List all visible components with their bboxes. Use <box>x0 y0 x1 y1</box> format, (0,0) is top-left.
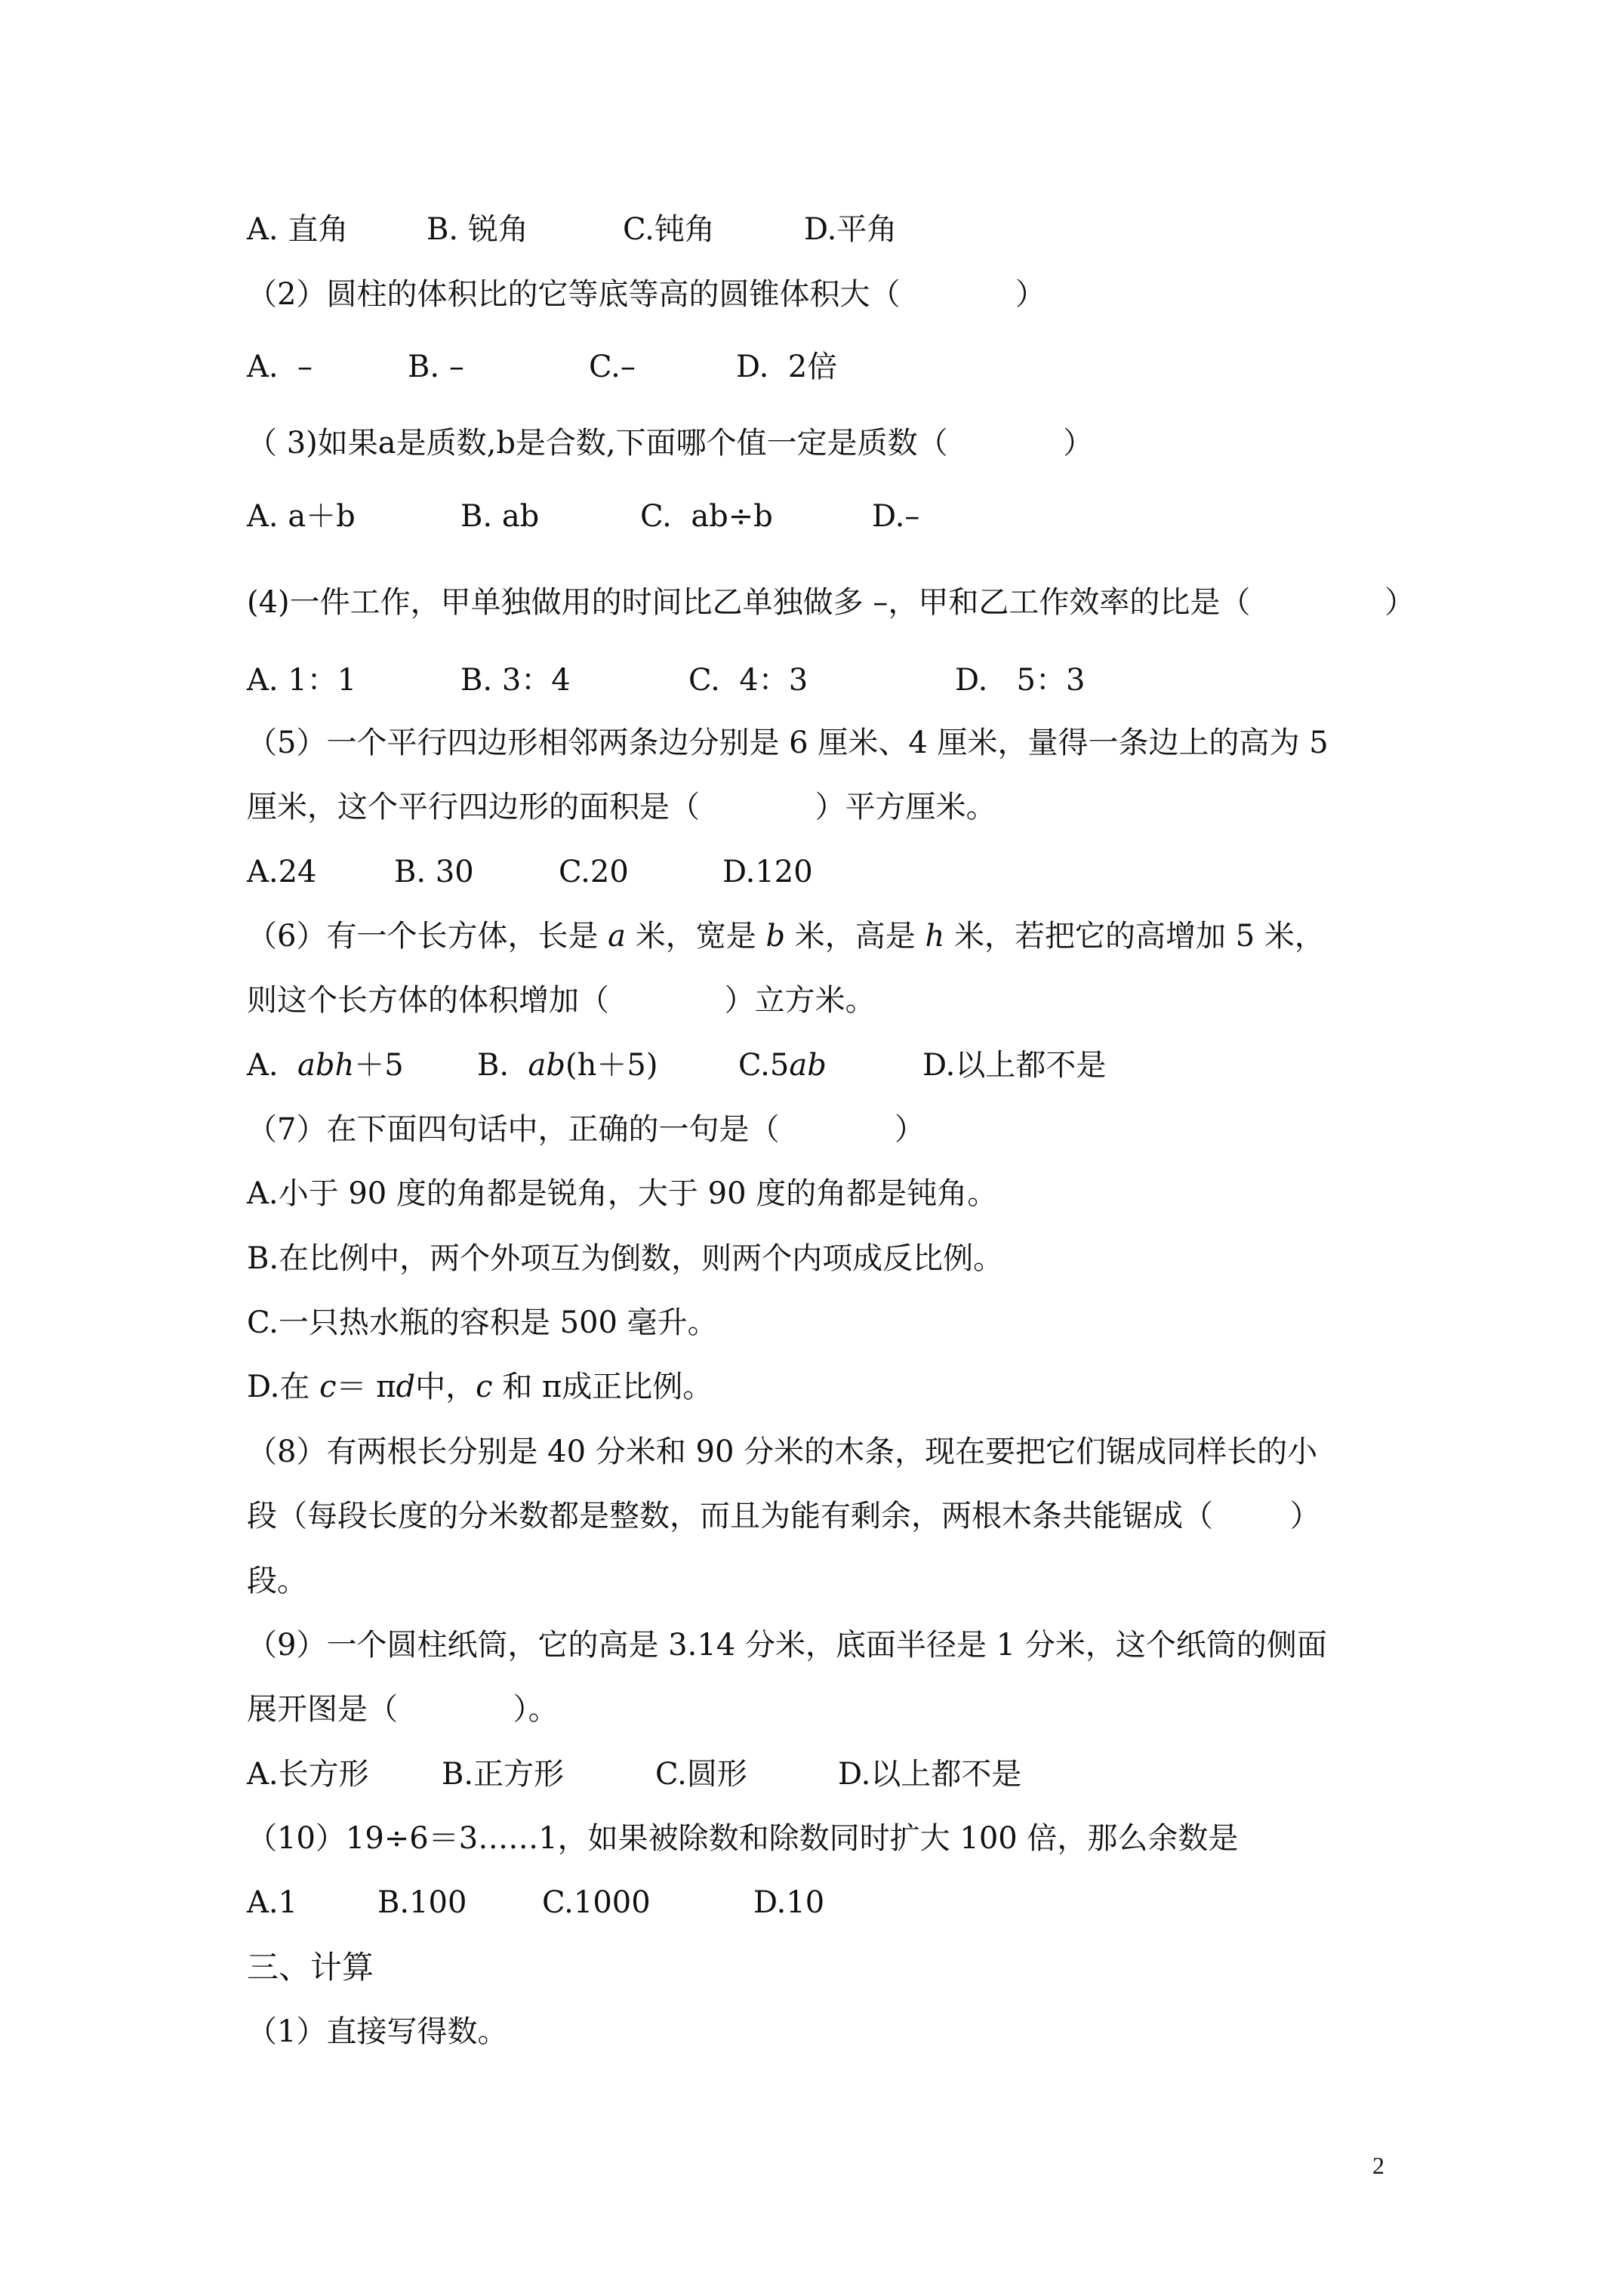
q7-option-a: A.小于 90 度的角都是锐角，大于 90 度的角都是钝角。 <box>247 1176 998 1211</box>
q8-line2: 段（每段长度的分米数都是整数，而且为能有剩余，两根木条共能锯成（ ） <box>247 1499 1320 1533</box>
q5-option-d: D.120 <box>722 855 813 889</box>
q6-option-a: A. abh＋5 <box>247 1048 404 1083</box>
q9-option-b: B.正方形 <box>442 1757 565 1792</box>
q9-option-d: D.以上都不是 <box>838 1757 1022 1792</box>
q6-option-c: C.5ab <box>738 1048 827 1083</box>
q2-option-a: A. – <box>247 350 313 384</box>
q3-option-a: A. a＋b <box>247 499 356 534</box>
q10-option-c: C.1000 <box>542 1885 651 1920</box>
q5-option-c: C.20 <box>559 855 629 889</box>
q5-stem-line2: 厘米，这个平行四边形的面积是（ ）平方厘米。 <box>247 790 996 824</box>
q9-option-c: C.圆形 <box>655 1757 747 1792</box>
q7-option-c: C.一只热水瓶的容积是 500 毫升。 <box>247 1305 718 1340</box>
q2-option-c: C.– <box>589 350 636 384</box>
q4-stem: (4)一件工作，甲单独做用的时间比乙单独做多 –，甲和乙工作效率的比是（ ） <box>247 585 1415 620</box>
calc-part-1: （1）直接写得数。 <box>247 2014 508 2049</box>
page-number: 2 <box>1372 2152 1384 2179</box>
q3-option-d: D.– <box>872 499 920 534</box>
q5-stem-line1: （5）一个平行四边形相邻两条边分别是 6 厘米、4 厘米，量得一条边上的高为 5 <box>247 726 1329 760</box>
q3-stem: （ 3)如果a是质数,b是合数,下面哪个值一定是质数（ ） <box>247 426 1094 461</box>
q9-line1: （9）一个圆柱纸筒，它的高是 3.14 分米，底面半径是 1 分米，这个纸筒的侧面 <box>247 1628 1327 1663</box>
q6-stem-line1: （6）有一个长方体，长是 a 米，宽是 b 米，高是 h 米，若把它的高增加 5 米， <box>247 919 1325 954</box>
var-b: b <box>765 919 786 954</box>
q1-option-a: A. 直角 <box>247 212 349 247</box>
q6-option-b: B. ab(h＋5) <box>477 1048 658 1083</box>
q10-option-b: B.100 <box>377 1885 467 1920</box>
q4-option-a: A. 1：1 <box>247 663 357 698</box>
q10-option-d: D.10 <box>753 1885 825 1920</box>
q7-stem: （7）在下面四句话中，正确的一句是（ ） <box>247 1112 925 1147</box>
var-h: h <box>925 919 945 954</box>
q4-option-d: D. 5：3 <box>955 663 1086 698</box>
q4-option-b: B. 3：4 <box>460 663 571 698</box>
q5-option-a: A.24 <box>247 855 317 889</box>
q1-option-d: D.平角 <box>804 212 898 247</box>
q1-option-c: C.钝角 <box>623 212 715 247</box>
q6-option-d: D.以上都不是 <box>922 1048 1107 1083</box>
q8-line1: （8）有两根长分别是 40 分米和 90 分米的木条，现在要把它们锯成同样长的小 <box>247 1435 1318 1469</box>
q7-option-b: B.在比例中，两个外项互为倒数，则两个内项成反比例。 <box>247 1241 1004 1276</box>
q1-option-b: B. 锐角 <box>427 212 528 247</box>
q6-stem-line2: 则这个长方体的体积增加（ ）立方米。 <box>247 983 876 1018</box>
q3-option-b: B. ab <box>460 499 540 534</box>
q3-option-c: C. ab÷b <box>640 499 773 534</box>
q2-option-b: B. – <box>408 350 464 384</box>
q9-option-a: A.长方形 <box>247 1757 369 1792</box>
q10-stem: （10）19÷6＝3……1，如果被除数和除数同时扩大 100 倍，那么余数是 <box>247 1821 1239 1856</box>
q2-option-d: D. 2倍 <box>736 350 838 384</box>
q4-option-c: C. 4：3 <box>688 663 808 698</box>
q9-line2: 展开图是（ ）。 <box>247 1692 559 1727</box>
q5-option-b: B. 30 <box>394 855 474 889</box>
q8-line3: 段。 <box>247 1564 307 1598</box>
q2-stem: （2）圆柱的体积比的它等底等高的圆锥体积大（ ） <box>247 277 1046 312</box>
q7-option-d: D.在 c＝ πd中，c 和 π成正比例。 <box>247 1370 713 1404</box>
var-a: a <box>608 919 627 954</box>
section-heading-calculation: 三、计算 <box>247 1949 374 1986</box>
q10-option-a: A.1 <box>247 1885 298 1920</box>
